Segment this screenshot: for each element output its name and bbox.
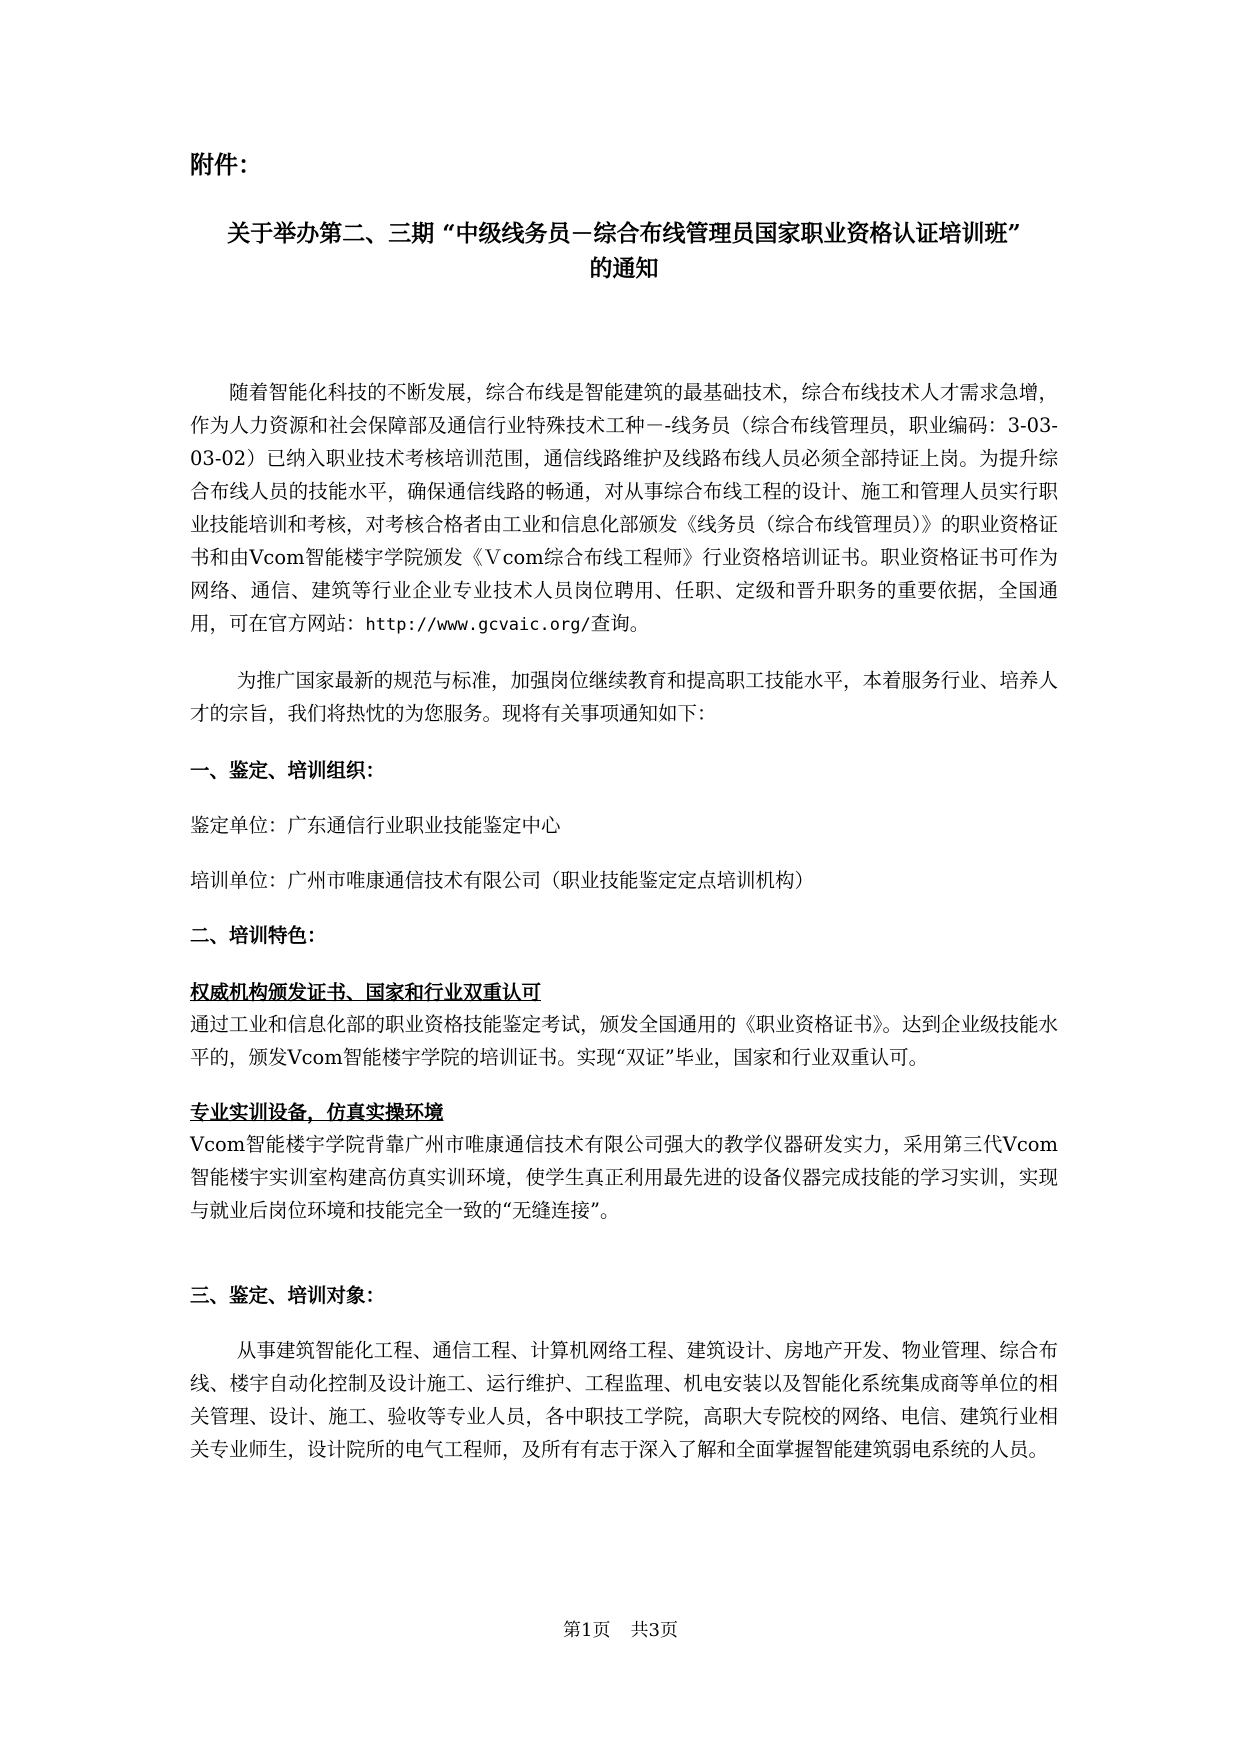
intro-text: 随着智能化科技的不断发展，综合布线是智能建筑的最基础技术，综合布线技术人才需求急增，作为人力资源和社会保障部及通信行业特殊技术工种－-线务员（综合布线管理员，职业编码：3-03-03-02）已纳入职业技术考核培训范围，通信线路维护及线路布线人员必须全部持证上岗。为提升综合布线人员的技能水平，确保通信线路的畅通，对从事综合布线工程的设计、施工和管理人员实行职业技能培训和考核，对考核合格者由工业和信息化部颁发《线务员（综合布线管理员）》的职业资格证书和由Vcom智能楼宇学院颁发《Ｖcom综合布线工程师》行业资格培训证书。职业资格证书可作为网络、通信、建筑等行业企业专业技术人员岗位聘用、任职、定级和晋升职务的重要依据，全国通用，可在官方网站： [190,381,1058,635]
intro-url-suffix: 查询。 [590,612,650,635]
feature1-title: 权威机构颁发证书、国家和行业双重认可 [190,981,542,1004]
page-number-current: 第1页 [563,1620,611,1641]
official-website-url: http://www.gcvaic.org/ [365,615,591,635]
purpose-paragraph: 为推广国家最新的规范与标准，加强岗位继续教育和提高职工技能水平，本着服务行业、培养人才的宗旨，我们将热忱的为您服务。现将有关事项通知如下： [190,669,1058,725]
attachment-label: 附件： [190,150,262,179]
section1-heading: 一、鉴定、培训组织： [190,759,386,782]
feature2-text: Vcom智能楼宇学院背靠广州市唯康通信技术有限公司强大的教学仪器研发实力，采用第三代Vcom智能楼宇实训室构建高仿真实训环境，使学生真正利用最先进的设备仪器完成技能的学习实训，实现与就业后岗位环境和技能完全一致的“无缝连接”。 [190,1133,1058,1222]
section3-heading: 三、鉴定、培训对象： [190,1284,386,1307]
section2-heading: 二、培训特色： [190,924,327,947]
feature2-title: 专业实训设备，仿真实操环境 [190,1101,444,1124]
feature1-text: 通过工业和信息化部的职业资格技能鉴定考试，颁发全国通用的《职业资格证书》。达到企业级技能水平的，颁发Vcom智能楼宇学院的培训证书。实现“双证”毕业，国家和行业双重认可。 [190,1013,1058,1069]
document-body [190,148,1058,1466]
notice-title-line2: 的通知 [589,255,659,282]
intro-paragraph [190,376,1058,642]
section3-text: 从事建筑智能化工程、通信工程、计算机网络工程、建筑设计、房地产开发、物业管理、综合布线、楼宇自动化控制及设计施工、运行维护、工程监理、机电安装以及智能化系统集成商等单位的相关管理、设计、施工、验收等专业人员，各中职技工学院，高职大专院校的网络、电信、建筑行业相关专业师生，设计院所的电气工程师，及所有有志于深入了解和全面掌握智能建筑弱电系统的人员。 [190,1339,1058,1461]
notice-title [190,216,1058,286]
page-number-total: 共3页 [630,1620,678,1641]
notice-title-line1: 关于举办第二、三期 “中级线务员－综合布线管理员国家职业资格认证培训班” [227,220,1021,247]
appraisal-unit: 鉴定单位：广东通信行业职业技能鉴定中心 [190,814,561,837]
page-footer [0,1616,1241,1642]
training-unit: 培训单位：广州市唯康通信技术有限公司（职业技能鉴定定点培训机构） [190,869,815,892]
